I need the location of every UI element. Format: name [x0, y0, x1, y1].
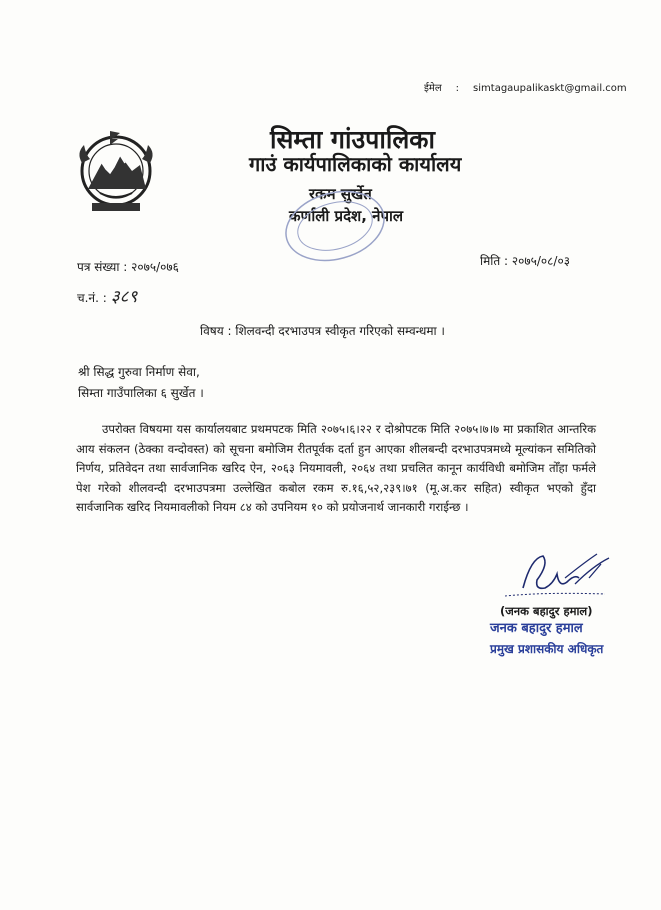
addressee-line-1: श्री सिद्ध गुरुवा निर्माण सेवा,	[78, 365, 200, 379]
office-name: सिम्ता गांउपालिका	[270, 125, 435, 154]
office-province: कर्णाली प्रदेश, नेपाल	[289, 207, 404, 225]
faint-office-stamp-icon	[278, 186, 393, 266]
dispatch-label: च.नं. :	[77, 291, 107, 305]
addressee-line-2: सिम्ता गाउँपालिका ६ सुर्खेत ।	[78, 386, 204, 400]
email-address: simtagaupalikaskt@gmail.com	[473, 83, 627, 94]
reference-value: २०७५/०७६	[131, 260, 179, 274]
office-location: रकम सुर्खेत	[309, 185, 372, 203]
email-separator: :	[455, 83, 460, 94]
dispatch-number	[77, 284, 137, 307]
dispatch-value: ३८९	[110, 287, 138, 307]
signatory-stamp-post: प्रमुख प्रशासकीय अधिकृत	[490, 642, 604, 656]
office-subtitle: गाउं कार्यपालिकाको कार्यालय	[249, 152, 462, 176]
letter-subject: विषय : शिलवन्दी दरभाउपत्र स्वीकृत गरिएको सम्वन्धमा ।	[200, 324, 445, 338]
email-line	[424, 80, 627, 94]
handwritten-signature-icon	[505, 538, 625, 610]
reference-number	[77, 258, 179, 275]
letter-body: उपरोक्त विषयमा यस कार्यालयबाट प्रथमपटक मिति २०७५।६।२२ र दोश्रोपटक मिति २०७५।७।७ मा प्रकाशित आन्तरिक आय संकलन (ठेक्का वन्दोवस्त) को सूचना बमोजिम रीतपूर्वक दर्ता हुन आएका शीलबन्दी दरभाउपत्रमध्ये मूल्यांकन समितिको निर्णय, प्रतिवेदन तथा सार्वजानिक खरिद ऐन, २०६३ नियमावली, २०६४ तथा प्रचलित कानून कार्यविधी बमोजिम तोँहा फर्मले पेश गरेको शीलवन्दी दरभाउपत्रमा उल्लेखित कबोल रकम रु.१६,५२,२३९।७१ (मू.अ.कर सहित) स्वीकृत भएको हुँदा सार्वजानिक खरिद नियमावलीको नियम ८४ को उपनियम १० को प्रयोजनार्थ जानकारी गराईन्छ ।	[76, 422, 596, 515]
date-value: २०७५/०८/०३	[511, 254, 570, 268]
signatory-name: (जनक बहादुर हमाल)	[500, 604, 593, 618]
signatory-stamp-name: जनक बहादुर हमाल	[490, 621, 583, 636]
email-label: ईमेल	[424, 83, 442, 94]
date-label: मिति :	[480, 254, 509, 268]
nepal-emblem-icon	[70, 123, 162, 215]
letter-date	[480, 252, 570, 269]
reference-label: पत्र संख्या :	[77, 260, 128, 274]
